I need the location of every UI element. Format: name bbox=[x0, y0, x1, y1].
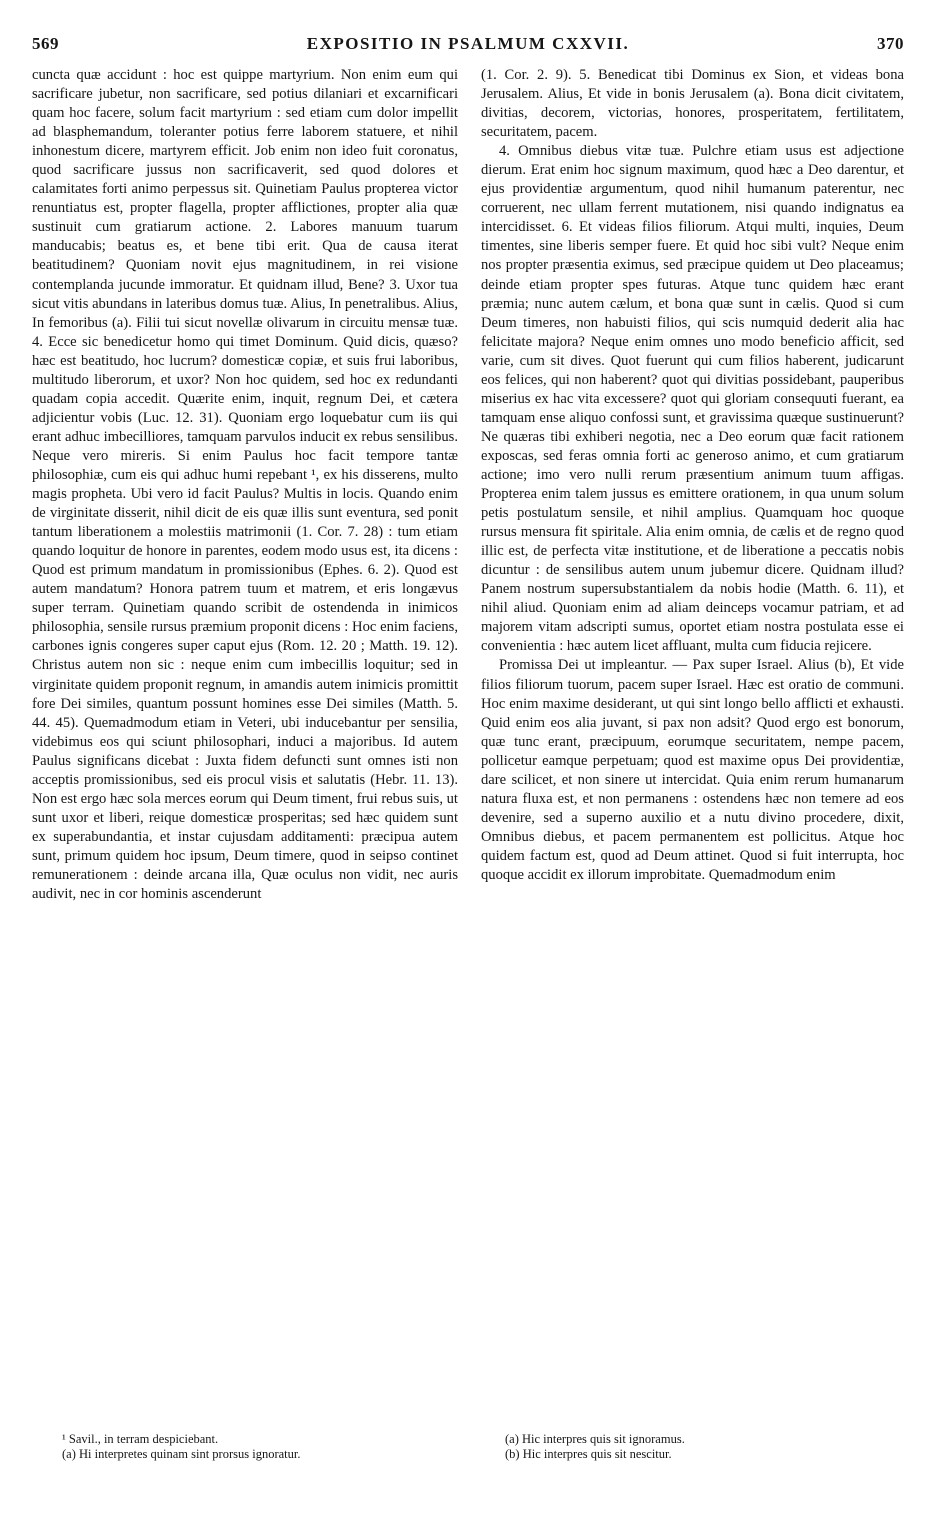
footnote: (b) Hic interpres quis sit nescitur. bbox=[505, 1447, 672, 1461]
paragraph: 4. Omnibus diebus vitæ tuæ. Pulchre etiam usus est adjectione dierum. Erat enim hoc signum maximum, quod hæc a Deo darentur, et ejus providentiæ argumentum, quod nihil humanum paterentur, nec corruerent, nec ullam ferrent mutationem, nisi quando indignatus ea intercidisset. 6. Et videas filios filiorum. Atqui multi, inquies, Deum timentes, sine liberis semper fuere. Et quid hoc sibi vult? Neque enim nos propter præsentia eximus, sed præcipue quidem ut Deo placeamus; deinde etiam propter spes futuras. Atque tunc quidem hæc erant præmia; nunc autem cælum, et bona quæ sunt in cælis. Quod si cum Deum timeres, non habuisti filios, qui scis numquid dederit alia hac felicitate majora? Neque enim omnes uno modo beneficio afficit, sed varie, cum sit dives. Quot fuerunt qui cum filios haberent, judicarunt eos felices, qui non haberent? quot qui divitias possidebant, pauperibus miserius ex hac vita excessere? quot qui gloriam consequuti fuerant, ea tamquam ense aliquo confossi sunt, et gravissima quæque sustinuerunt? Ne quæras tibi exhiberi negotia, nec a Deo eorum quæ facit rationem exposcas, sed feras omnia forti ac generoso animo, et cum gratiarum actione; imo vero nulli rerum præsentium animum tuum affigas. Propterea enim talem jussus es emittere orationem, in qua unum solum petis postulatum sensile, et nihil amplius. Quamquam hoc quoque rursus mensura fit spiritale. Alia enim omnia, de cælis et de regno quod illic est, de perfecta vitæ institutione, et de liberatione a peccatis nobis dicuntur : de sensilibus autem unum jubemur dicere. Quidnam illud? Panem nostrum supersubstantialem da nobis hodie (Matth. 6. 11), et nihil aliud. Quoniam enim ad aliam deinceps vocamur patriam, et ad majorem vitam adscripti sumus, oportet etiam nostra postulata esse ei convenientia : hæc autem licet affluant, multa cum fiducia rejicere. bbox=[481, 143, 904, 655]
paragraph: (1. Cor. 2. 9). 5. Benedicat tibi Dominus ex Sion, et videas bona Jerusalem. Alius, Et vide in bonis Jerusalem (a). Bona dicit civitatem, divitias, decorem, victorias, honores, prosperitatem, fertilitatem, securitatem, pacem. bbox=[481, 67, 904, 141]
running-title: EXPOSITIO IN PSALMUM CXXVII. bbox=[306, 34, 630, 53]
paragraph: cuncta quæ accidunt : hoc est quippe martyrium. Non enim eum qui sacrificare jubetur, non sacrificare, sed potius dilaniari et excarnificari quam hoc facere, solum facit martyrium : sed etiam cum dolor impellit ad blasphemandum, toleranter potius ferre laborem statuere, et nihil inhonestum dicere, martyrem efficit. Job enim non ideo fuit coronatus, quod sacrificare jussus non sacrificaverit, sed quod dolores et calamitates forti animo perpessus sit. Quinetiam Paulus propterea victor renuntiatus est, propter flagella, propter afflictiones, propter alia quæ sustinuit cum gratiarum actione. 2. Labores manuum tuarum manducabis; beatus es, et bene tibi erit. Qua de causa iterat beatitudinem? Quoniam novit ejus magnitudinem, in rei visione contemplanda jucunde immoratur. Et quidnam illud, Bene? 3. Uxor tua sicut vitis abundans in lateribus domus tuæ. Alius, In penetralibus. Alius, In femoribus (a). Filii tui sicut novellæ olivarum in circuitu mensæ tuæ. 4. Ecce sic benedicetur homo qui timet Dominum. Quid dicis, quæso? hæc est beatitudo, hoc lucrum? domesticæ copiæ, et suis frui laboribus, multitudo liberorum, et uxor? Non hoc quidem, sed hoc ex redundanti quadam copia accedit. Quærite enim, inquit, regnum Dei, et cætera adjicientur vobis (Luc. 12. 31). Quoniam ergo loquebatur cum iis qui erant adhuc imbecilliores, tamquam parvulos inducit ex rebus sensilibus. Neque vero mireris. Si enim Paulus hoc facit tempore tantæ philosophiæ, cum eis qui adhuc humi repebant ¹, ex his disserens, multo magis propheta. Ubi vero id facit Paulus? Multis in locis. Quando enim de virginitate disserit, nihil dicit de eis quæ illis sunt eventura, sed ponit tantum liberationem a molestiis matrimonii (1. Cor. 7. 28) : tum etiam quando loquitur de honore in parentes, eodem modo usus est, ita dicens : Quod est primum mandatum in promissionibus (Ephes. 6. 2). Quod est autem mandatum? Honora patrem tuum et matrem, et eris longævus super terram. Quinetiam quando scribit de ostendenda in inimicos philosophia, sensile rursus præmium proponit dicens : Hoc enim faciens, carbones ignis congeres super caput ejus (Rom. 12. 20 ; Matth. 19. 12). Christus autem non sic : neque enim cum imbecillis loquitur; sed in virginitate quidem proponit regnum, in amandis autem inimicis promittit fore Dei similes, quantum possunt homines esse Dei similes (Matth. 5. 44. 45). Quemadmodum etiam in Veteri, ubi inducebantur per sensilia, videbimus eos qui sciunt philosophari, induci a majoribus. Id autem Paulus significans dicebat : Juxta fidem defuncti sunt omnes isti non acceptis promissionibus, sed eis procul visis et salutatis (Hebr. 11. 13). Non est ergo hæc sola merces eorum qui Deum timent, frui rebus suis, ut sunt uxor et liberi, reique domesticæ prosperitas; sed hæc quidem sunt ex superabundantia, et instar cujusdam additamenti: præcipua autem sunt, primum quidem hoc ipsum, Deum timere, quod in seipso continet remunerationem : deinde arcana illa, Quæ oculus non vidit, nec auris audivit, nec in cor hominis ascenderunt bbox=[32, 67, 458, 903]
footnotes-left bbox=[62, 1432, 458, 1462]
page-number-left: 569 bbox=[32, 34, 59, 53]
footnote: (a) Hi interpretes quinam sint prorsus ignoratur. bbox=[62, 1447, 301, 1461]
page-number-right: 370 bbox=[877, 34, 904, 53]
right-column bbox=[481, 66, 904, 885]
footnote: (a) Hic interpres quis sit ignoramus. bbox=[505, 1432, 685, 1446]
running-header bbox=[32, 30, 904, 60]
left-column bbox=[32, 66, 458, 904]
footnote: ¹ Savil., in terram despiciebant. bbox=[62, 1432, 219, 1446]
footnotes-right bbox=[505, 1432, 904, 1462]
paragraph: Promissa Dei ut impleantur. — Pax super Israel. Alius (b), Et vide filios filiorum tuorum, pacem super Israel. Hæc est oratio de communi. Hoc enim maxime desiderant, ut qui sint longo bello afflicti et exhausti. Quid enim eos alia juvant, si pax non adsit? Quod ergo est bonorum, quæ tunc erant, præcipuum, eorumque securitatem, nempe pacem, pollicetur eamque perpetuam; quod est maxime opus Dei providentiæ, dare scilicet, et non sinere ut intercidat. Quia enim rerum humanarum natura fluxa est, et non permanens : ostendens hæc non temere ad eos devenire, sed a superno auxilio et a nutu divino procedere, dixit, Omnibus diebus, et pacem permanentem est pollicitus. Atque hoc quidem factum est, quod ad Deum attinet. Quod si fuit interrupta, hoc quoque accidit ex illorum improbitate. Quemadmodum enim bbox=[481, 657, 904, 883]
